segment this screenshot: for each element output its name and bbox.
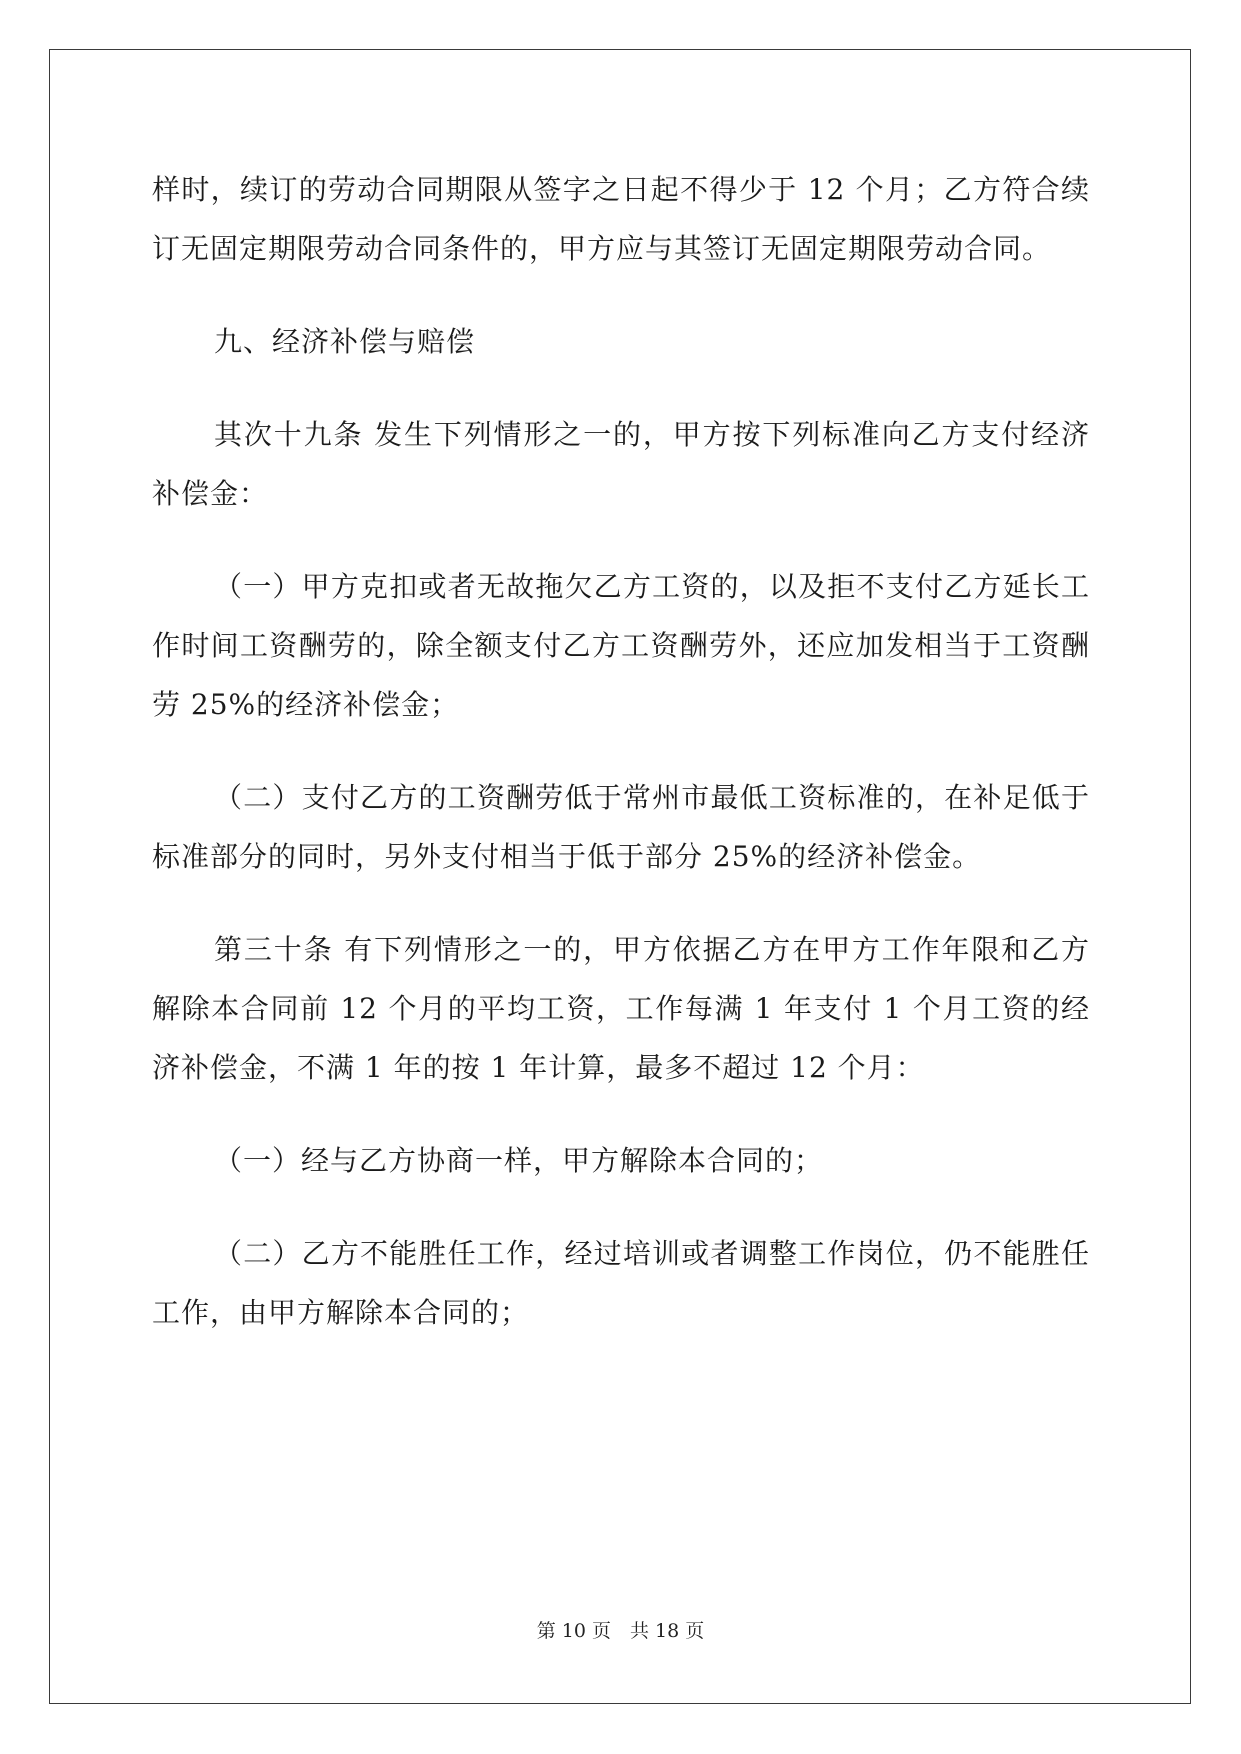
section-heading: 九、经济补偿与赔偿 bbox=[214, 325, 476, 358]
article-30: 第三十条 有下列情形之一的，甲方依据乙方在甲方工作年限和乙方解除本合同前 12 个月的平均工资，工作每满 1 年支付 1 个月工资的经济补偿金，不满 1 年的按 1 年计算，最多不超过 12 个月： bbox=[152, 933, 1090, 1084]
document-body bbox=[152, 160, 1090, 1376]
article-29-item-2: （二）支付乙方的工资酬劳低于常州市最低工资标准的，在补足低于标准部分的同时，另外支付相当于低于部分 25%的经济补偿金。 bbox=[152, 781, 1090, 873]
paragraph-continuation: 样时，续订的劳动合同期限从签字之日起不得少于 12 个月；乙方符合续订无固定期限劳动合同条件的，甲方应与其签订无固定期限劳动合同。 bbox=[152, 173, 1090, 265]
article-29: 其次十九条 发生下列情形之一的，甲方按下列标准向乙方支付经济补偿金： bbox=[152, 418, 1090, 510]
article-29-item-1: （一）甲方克扣或者无故拖欠乙方工资的，以及拒不支付乙方延长工作时间工资酬劳的，除全额支付乙方工资酬劳外，还应加发相当于工资酬劳 25%的经济补偿金； bbox=[152, 570, 1090, 721]
article-30-item-2: （二）乙方不能胜任工作，经过培训或者调整工作岗位，仍不能胜任工作，由甲方解除本合同的； bbox=[152, 1237, 1090, 1329]
page-footer: 第 10 页 共 18 页 bbox=[536, 1620, 705, 1642]
article-30-item-1: （一）经与乙方协商一样，甲方解除本合同的； bbox=[214, 1144, 824, 1177]
